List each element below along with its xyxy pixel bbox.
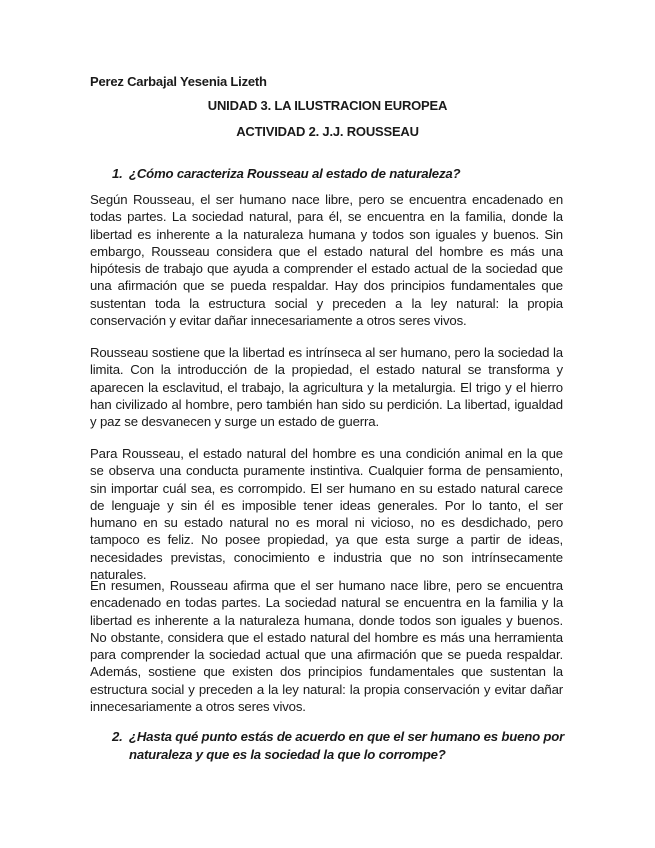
question-number: 2. [112, 729, 123, 744]
question-text: ¿Cómo caracteriza Rousseau al estado de naturaleza? [129, 166, 461, 181]
question-text: ¿Hasta qué punto estás de acuerdo en que el ser humano es bueno por naturaleza y que es la sociedad la que lo corrompe? [129, 729, 565, 762]
question-2 [112, 728, 572, 764]
paragraph: Rousseau sostiene que la libertad es intrínseca al ser humano, pero la sociedad la limita. Con la introducción de la propiedad, el estado natural se transforma y aparecen la esclavitud, el trabajo, la agricultura y la metalurgia. El trigo y el hierro han civilizado al hombre, pero también han sido su perdición. La libertad, igualdad y paz se desvanecen y surge un estado de guerra. [90, 345, 563, 430]
question-number: 1. [112, 166, 123, 181]
author-name: Perez Carbajal Yesenia Lizeth [90, 74, 267, 89]
unit-title: UNIDAD 3. LA ILUSTRACION EUROPEA [207, 98, 448, 113]
paragraph: En resumen, Rousseau afirma que el ser humano nace libre, pero se encuentra encadenado en todas partes. La sociedad natural se encuentra en la familia y la libertad es inherente a la naturaleza humana, donde todos son iguales y buenos. No obstante, considera que el estado natural del hombre es más una herramienta para comprender la sociedad actual que una afirmación que se pueda respaldar. Además, sostiene que existen dos principios fundamentales que sustentan la estructura social y preceden a la ley natural: la propia conservación y evitar dañar innecesariamente a otros seres vivos. [90, 578, 563, 715]
paragraph: Para Rousseau, el estado natural del hombre es una condición animal en la que se observa una conducta puramente instintiva. Cualquier forma de pensamiento, sin importar cuál sea, es corrompido. El ser humano en su estado natural carece de lenguaje y sin él es imposible tener ideas generales. Por lo tanto, el ser humano en su estado natural no es moral ni vicioso, no es desdichado, pero tampoco es feliz. No posee propiedad, ya que esta surge a partir de ideas, necesidades previstas, conocimiento e industria que no son intrínsecamente naturales. [90, 446, 563, 583]
paragraph: Según Rousseau, el ser humano nace libre, pero se encuentra encadenado en todas partes. La sociedad natural, para él, se encuentra en la familia, donde la libertad es inherente a la naturaleza humana y todos son iguales y buenos. Sin embargo, Rousseau considera que el estado natural del hombre es más una hipótesis de trabajo que ayuda a comprender el estado actual de la sociedad que una afirmación que se pueda respaldar. Hay dos principios fundamentales que sustentan toda la estructura social y preceden a la ley natural: la propia conservación y evitar dañar innecesariamente a otros seres vivos. [90, 192, 563, 329]
question-1 [112, 165, 572, 183]
activity-title: ACTIVIDAD 2. J.J. ROUSSEAU [236, 124, 419, 139]
